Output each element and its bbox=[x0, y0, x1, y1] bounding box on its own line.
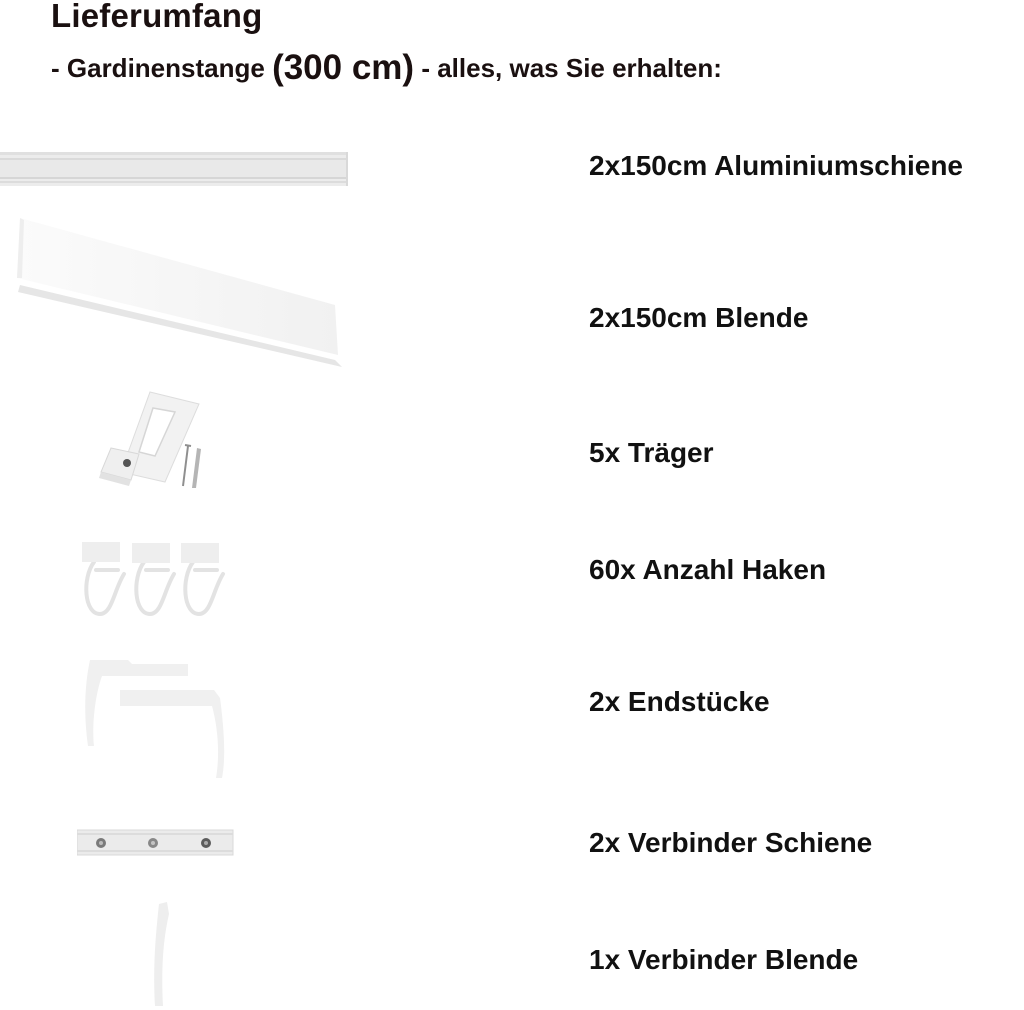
cover-connector-icon bbox=[145, 900, 175, 1010]
rail-connector-icon bbox=[77, 828, 237, 858]
subtitle-suffix: - alles, was Sie erhalten: bbox=[421, 53, 722, 83]
page-title: Lieferumfang bbox=[51, 0, 263, 34]
bracket-icon bbox=[95, 390, 215, 490]
cover-strip-icon bbox=[10, 210, 350, 370]
item-label-cover-strip: 2x150cm Blende bbox=[589, 302, 809, 333]
item-label-rail-connector: 2x Verbinder Schiene bbox=[589, 827, 873, 858]
subtitle-prefix: - Gardinenstange bbox=[51, 53, 265, 83]
item-label-cover-connector: 1x Verbinder Blende bbox=[589, 944, 859, 975]
end-cap-icon bbox=[80, 658, 230, 783]
item-label-end-cap: 2x Endstücke bbox=[589, 686, 770, 717]
aluminum-rail-icon bbox=[0, 150, 350, 188]
item-label-curtain-hook: 60x Anzahl Haken bbox=[589, 554, 827, 585]
subtitle-length: (300 cm) bbox=[272, 48, 415, 87]
curtain-hook-icon bbox=[80, 540, 230, 620]
item-label-aluminum-rail: 2x150cm Aluminiumschiene bbox=[589, 150, 964, 181]
page-subtitle bbox=[51, 48, 722, 88]
item-label-bracket: 5x Träger bbox=[589, 437, 714, 468]
